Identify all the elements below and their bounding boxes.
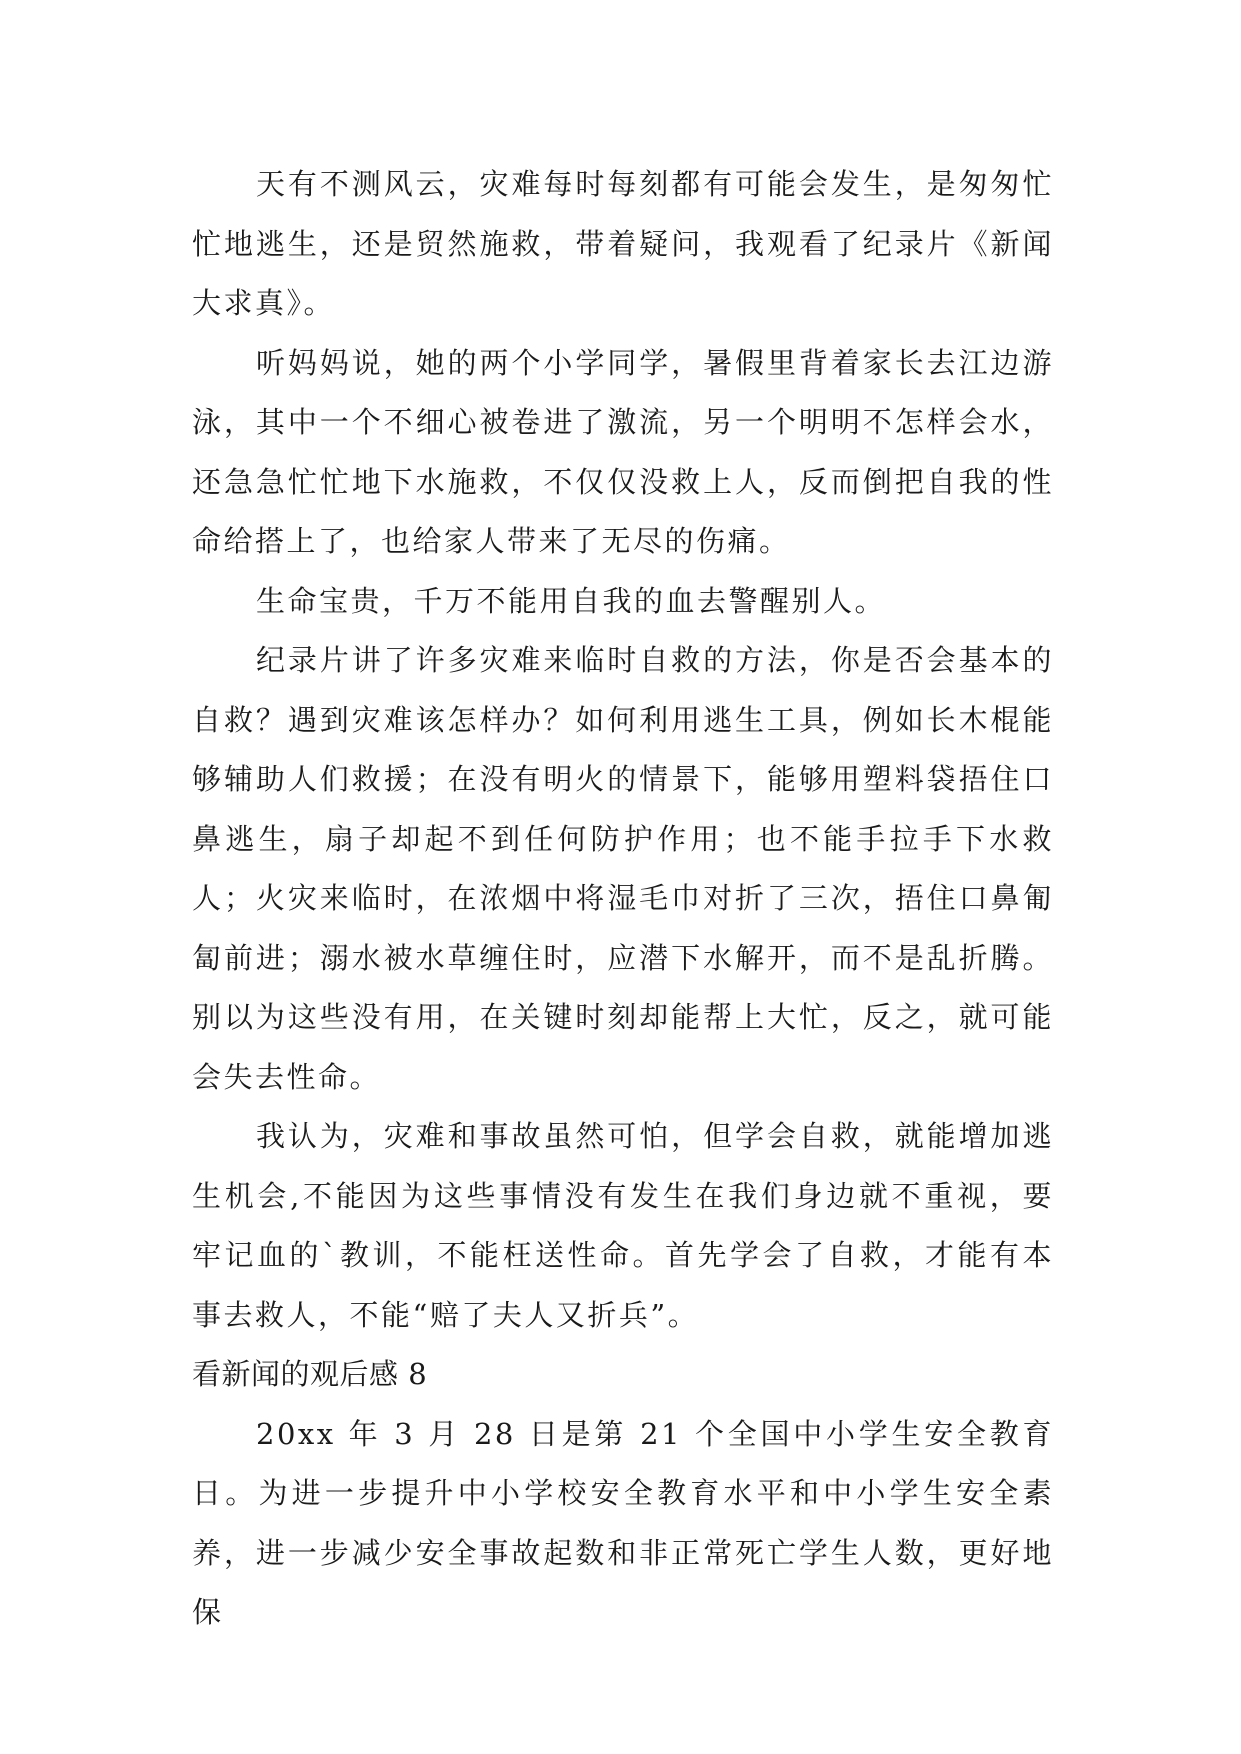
paragraph: 天有不测风云，灾难每时每刻都有可能会发生，是匆匆忙忙地逃生，还是贸然施救，带着疑问，我观看了纪录片《新闻大求真》。 <box>192 167 1054 320</box>
paragraph: 20xx 年 3 月 28 日是第 21 个全国中小学生安全教育日。为进一步提升中小学校安全教育水平和中小学生安全素养，进一步减少安全事故起数和非正常死亡学生人数，更好地保 <box>192 1416 1054 1629</box>
document-body <box>192 155 1054 1643</box>
paragraph: 我认为，灾难和事故虽然可怕，但学会自救，就能增加逃生机会,不能因为这些事情没有发生在我们身边就不重视，要牢记血的`教训，不能枉送性命。首先学会了自救，才能有本事去救人，不能“赔了夫人又折兵”。 <box>192 1119 1054 1332</box>
paragraph: 听妈妈说，她的两个小学同学，暑假里背着家长去江边游泳，其中一个不细心被卷进了激流，另一个明明不怎样会水，还急急忙忙地下水施救，不仅仅没救上人，反而倒把自我的性命给搭上了，也给家人带来了无尽的伤痛。 <box>192 345 1054 558</box>
paragraph: 生命宝贵，千万不能用自我的血去警醒别人。 <box>256 583 887 618</box>
section-title: 看新闻的观后感 8 <box>192 1357 428 1391</box>
paragraph: 纪录片讲了许多灾难来临时自救的方法，你是否会基本的自救？遇到灾难该怎样办？如何利用逃生工具，例如长木棍能够辅助人们救援；在没有明火的情景下，能够用塑料袋捂住口鼻逃生，扇子却起不到任何防护作用；也不能手拉手下水救人；火灾来临时，在浓烟中将湿毛巾对折了三次，捂住口鼻匍匐前进；溺水被水草缠住时，应潜下水解开，而不是乱折腾。别以为这些没有用，在关键时刻却能帮上大忙，反之，就可能会失去性命。 <box>192 643 1054 1094</box>
